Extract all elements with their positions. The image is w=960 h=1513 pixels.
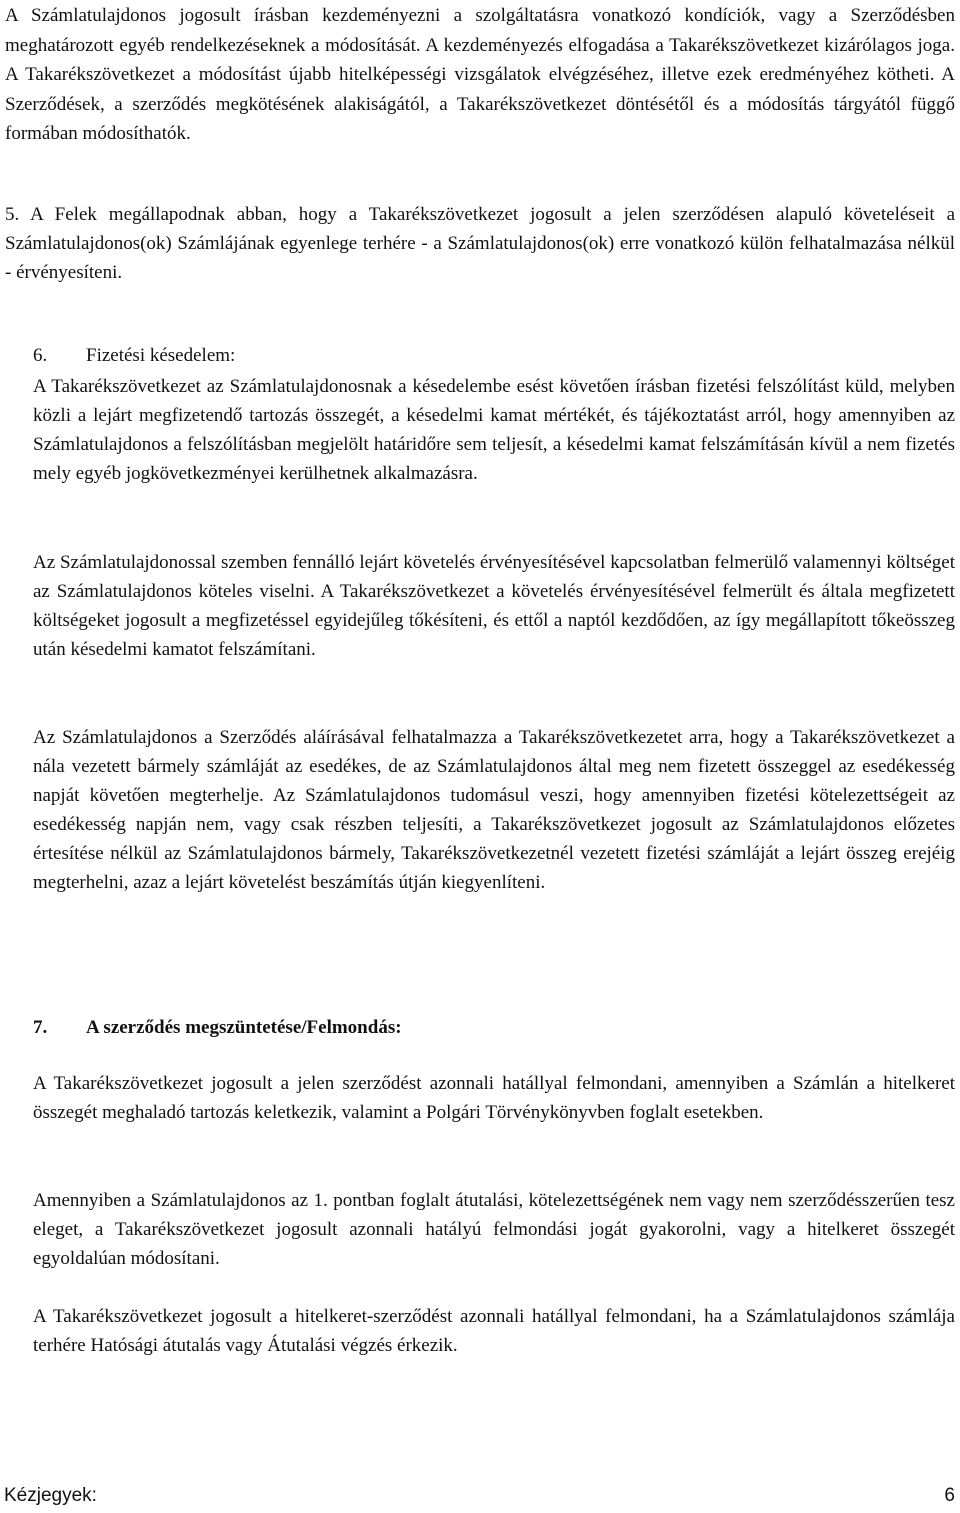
section-6-number: 6. <box>33 345 48 366</box>
section-7-heading <box>33 1013 402 1042</box>
section-5-number: 5. <box>5 204 20 225</box>
section-6-paragraph-1: A Takarékszövetkezet az Számlatulajdonosnak a késedelembe esést követően írásban fizetési felszólítást küld, melyben közli a lejárt megfizetendő tartozás összegét, a késedelmi kamat mértékét, és tájékoztatást arról, hogy amennyiben az Számlatulajdonos a felszólításban megjelölt határidőre sem teljesít, a késedelmi kamat felszámításán kívül a nem fizetés mely egyéb jogkövetkezményei kerülhetnek alkalmazásra. <box>33 376 955 484</box>
section-7-paragraph-2: Amennyiben a Számlatulajdonos az 1. pontban foglalt átutalási, kötelezettségének nem vagy nem szerződésszerűen tesz eleget, a Takarékszövetkezet jogosult azonnali hatályú felmondási jogát gyakorolni, vagy a hitelkeret összegét egyoldalúan módosítani. <box>33 1190 955 1269</box>
section-5-text: A Felek megállapodnak abban, hogy a Takarékszövetkezet jogosult a jelen szerződésen alapuló követeléseit a Számlatulajdonos(ok) Számlájának egyenlege terhére - a Számlatulajdonos(ok) erre vonatkozó külön felhatalmazása nélkül - érvényesíteni. <box>5 204 955 283</box>
section-6-paragraph-2: Az Számlatulajdonossal szemben fennálló lejárt követelés érvényesítésével kapcsolatban felmerülő valamennyi költséget az Számlatulajdonos köteles viselni. A Takarékszövetkezet a követelés érvényesítésével felmerült és általa megfizetett költségeket jogosult a megfizetéssel egyidejűleg tőkésíteni, és ettől a naptól kezdődően, az így megállapított tőkeösszeg után késedelmi kamatot felszámítani. <box>33 552 955 660</box>
section-7-paragraph-3: A Takarékszövetkezet jogosult a hitelkeret-szerződést azonnali hatállyal felmondani, ha a Számlatulajdonos számlája terhére Hatósági átutalás vagy Átutalási végzés érkezik. <box>33 1306 955 1356</box>
footer-initials-label: Kézjegyek: <box>4 1485 97 1506</box>
intro-paragraph: A Számlatulajdonos jogosult írásban kezdeményezni a szolgáltatásra vonatkozó kondíciók, vagy a Szerződésben meghatározott egyéb rendelkezéseknek a módosítását. A kezdeményezés elfogadása a Takarékszövetkezet kizárólagos joga. A Takarékszövetkezet a módosítást újabb hitelképességi vizsgálatok elvégzéséhez, illetve ezek eredményéhez kötheti. A Szerződések, a szerződés megkötésének alakiságától, a Takarékszövetkezet döntésétől és a módosítás tárgyától függő formában módosíthatók. <box>5 5 955 145</box>
section-6-title: Fizetési késedelem: <box>86 345 236 366</box>
section-7-number: 7. <box>33 1017 48 1038</box>
section-7-paragraph-1: A Takarékszövetkezet jogosult a jelen szerződést azonnali hatállyal felmondani, amennyiben a Számlán a hitelkeret összegét meghaladó tartozás keletkezik, valamint a Polgári Törvénykönyvben foglalt esetekben. <box>33 1073 955 1123</box>
section-5-paragraph <box>5 200 955 287</box>
section-7-title: A szerződés megszüntetése/Felmondás: <box>86 1017 402 1038</box>
page-number: 6 <box>944 1485 955 1506</box>
section-6-heading <box>33 341 235 370</box>
section-6-paragraph-3: Az Számlatulajdonos a Szerződés aláírásával felhatalmazza a Takarékszövetkezetet arra, hogy a Takarékszövetkezet a nála vezetett bármely számláját az esedékes, de az Számlatulajdonos által meg nem fizetett összeggel az esedékesség napját követően megterhelje. Az Számlatulajdonos tudomásul veszi, hogy amennyiben fizetési kötelezettségeit az esedékesség napján nem, vagy csak részben teljesíti, a Takarékszövetkezet jogosult az Számlatulajdonos előzetes értesítése nélkül az Számlatulajdonos bármely, Takarékszövetkezetnél vezetett fizetési számláját a lejárt összeg erejéig megterhelni, azaz a lejárt követelést beszámítás útján kiegyenlíteni. <box>33 727 955 893</box>
